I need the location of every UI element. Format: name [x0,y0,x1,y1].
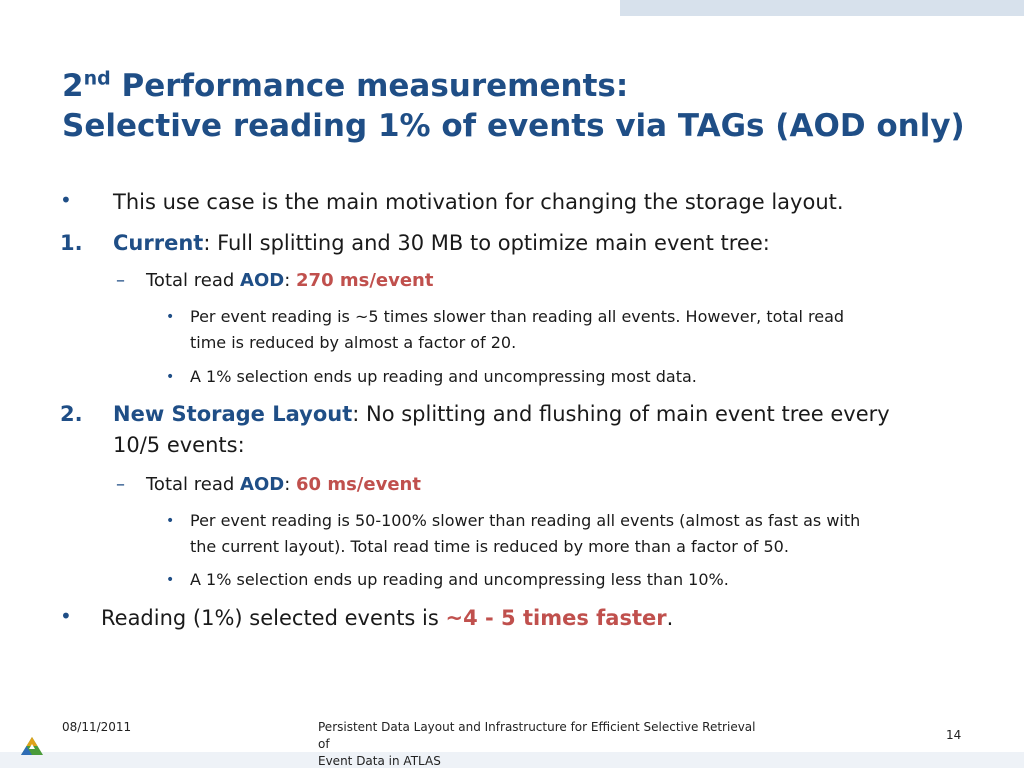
bullet-marker: • [60,188,72,212]
final-end: . [666,606,674,630]
final-highlight: ~4 - 5 times faster [445,606,667,630]
item1-detail-1b: time is reduced by almost a factor of 20. [190,333,517,352]
item1-detail-1a: Per event reading is ~5 times slower than reading all events. However, total read [190,307,845,326]
item2-sub-value: 60 ms/event [296,474,421,495]
item2-detail-2: A 1% selection ends up reading and uncompressing less than 10%. [190,570,729,589]
item2-sub [146,472,421,498]
item1-sub-label: AOD [240,270,285,291]
dot-marker: • [166,572,175,588]
footer-title-line-2: Event Data in ATLAS [318,754,441,768]
item1-sub-sep: : [284,270,297,291]
tricolor-triangle-logo-icon [20,736,44,756]
bullet-intro: This use case is the main motivation for changing the storage layout. [113,190,844,214]
title-prefix: 2 [62,68,84,104]
item1-text: : Full splitting and 30 MB to optimize main event tree: [203,231,770,255]
title-line-2: Selective reading 1% of events via TAGs (AOD only) [62,108,965,144]
item2-detail-1b: the current layout). Total read time is reduced by more than a factor of 50. [190,537,789,556]
item1-sub-text: Total read [146,270,241,291]
bullet-final [101,603,673,633]
item1-detail-2: A 1% selection ends up reading and uncompressing most data. [190,367,697,386]
item1-sub [146,268,433,294]
dash-marker: – [116,474,125,495]
final-text: Reading (1%) selected events is [101,606,446,630]
item2-label: New Storage Layout [113,402,353,426]
footer-title [318,719,768,770]
footer-date: 08/11/2011 [62,720,132,734]
item2-text-cont: 10/5 events: [113,433,245,457]
bullet-marker: • [60,604,72,628]
footer-title-line-1: Persistent Data Layout and Infrastructure for Efficient Selective Retrieval of [318,720,756,751]
item2-sub-text: Total read [146,474,241,495]
dot-marker: • [166,309,175,325]
title-superscript: nd [83,67,111,90]
item1-label: Current [113,231,204,255]
item2-number: 2. [60,402,83,426]
dot-marker: • [166,369,175,385]
title-line1-rest: Performance measurements: [110,68,629,104]
footer-page-number: 14 [946,728,962,742]
item2-sub-label: AOD [240,474,285,495]
item1-number: 1. [60,231,83,255]
dash-marker: – [116,270,125,291]
item2-line [113,399,890,429]
item2-detail-1a: Per event reading is 50-100% slower than reading all events (almost as fast as with [190,511,861,530]
item2-text: : No splitting and flushing of main event tree every [352,402,890,426]
item2-sub-sep: : [284,474,297,495]
dot-marker: • [166,513,175,529]
item1-line [113,228,770,258]
item1-sub-value: 270 ms/event [296,270,434,291]
